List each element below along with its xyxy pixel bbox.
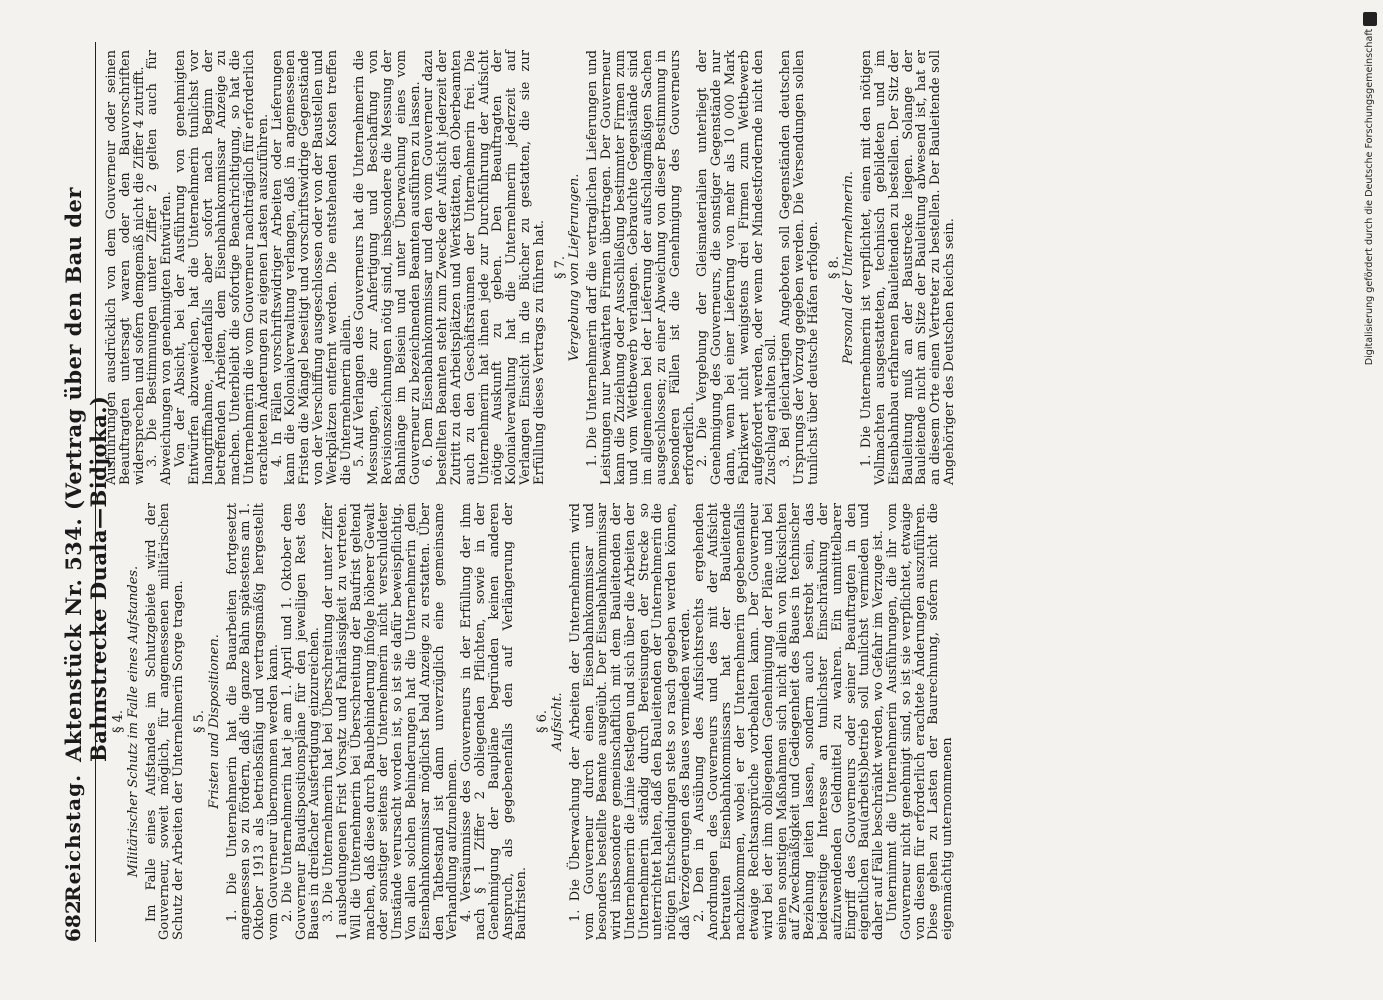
sidebar: [1363, 12, 1377, 998]
section-title: Vergebung von Lieferungen.: [567, 173, 583, 362]
paragraph: 3. Die Bestimmungen unter Ziffer 2 gelten auch für Abweichungen von genehmigten Entwürfen.: [145, 50, 175, 485]
paragraph: 1. Die Unternehmerin darf die vertraglichen Lieferungen und Leistungen nur bewährten Firmen übertragen. Der Gouverneur kann die Zuziehung oder Ausschließung bestimmter Firmen zum und vom Wettbewerb verlangen. Gebrauchte Gegenstände sind im allgemeinen bei der Lieferung der aufschlagmäßigen Sachen ausgeschlossen; zu einer Abweichung von dieser Bestimmung in besonderen Fällen ist die Genehmigung des Gouverneurs erforderlich.: [585, 50, 697, 485]
page-header: [55, 42, 111, 942]
section-title: Militärischer Schutz im Falle eines Aufstandes.: [125, 565, 141, 878]
paragraph: Von der Absicht, bei der Ausführung von genehmigten Entwürfen abzuweichen, hat die Unternehmerin tunlichst vor Inangriffnahme, jedenfalls aber sofort nach Beginn der betreffenden Arbeiten, dem Eisenbahnkommissar Anzeige zu machen. Unterbleibt die sofortige Benachrichtigung, so hat die Unternehmerin die vom Gouverneur nachträglich für erforderlich erachteten Änderungen zu eigenen Lasten auszuführen.: [172, 50, 271, 485]
paragraph: 2. Den in Ausübung des Aufsichtsrechts ergehenden Anordnungen des Gouverneurs und des mit der Aufsicht betrauten Eisenbahnkommissars hat der Bauleitende nachzukommen, wobei er der Unternehmerin gegebenenfalls etwaige Rechtsansprüche vorbehalten kann. Der Gouverneur wird bei der ihm obliegenden Genehmigung der Pläne und bei seinen sonstigen Maßnahmen sich nicht allein von Rücksichten auf Zweckmäßigkeit und Gediegenheit des Baues in technischer Beziehung leiten lassen, sondern auch bestrebt sein, das beiderseitige Interesse an tunlichster Einschränkung der aufzuwendenden Geldmittel zu wahren. Ein unmittelbarer Eingriff des Gouverneurs oder seiner Beauftragten in den eigentlichen Bau(arbeits)betrieb soll tunlichst vermieden und daher auf Fälle beschränkt werden, wo Gefahr im Verzuge ist.: [691, 503, 887, 940]
header-body: Reichstag.: [61, 773, 85, 902]
section-title: Fristen und Dispositionen.: [206, 634, 222, 809]
paragraph: 3. Die Unternehmerin hat bei Überschreitung der unter Ziffer 1 ausbedungenen Frist Vorsatz und Fahrlässigkeit zu vertreten. Will die Unternehmerin bei Überschreitung der Baufrist geltend machen, daß diese durch Baubehinderung infolge höherer Gewalt oder sonstiger seitens der Unternehmerin nicht verschuldeter Umstände verursacht worden ist, so ist sie dafür beweispflichtig. Von allen solchen Behinderungen hat die Unternehmerin dem Eisenbahnkommissar möglichst bald Anzeige zu erstatten. Über den Tatbestand ist dann unverzüglich eine gemeinsame Verhandlung aufzunehmen.: [321, 503, 461, 940]
paragraph: 4. Versäumnisse des Gouverneurs in der Erfüllung der ihm nach § 1 Ziffer 2 obliegenden Pflichten, sowie in der Genehmigung der Baupläne begründen keinen anderen Anspruch, als gegebenenfalls den auf Verlängerung der Baufristen.: [459, 503, 530, 940]
section-number: § 5.: [191, 709, 207, 734]
digitization-notice: Digitalisierung gefördert durch die Deutsche Forschungsgemeinschaft •: [1364, 20, 1375, 366]
paragraph: Ausführungen ausdrücklich von dem Gouverneur oder seinen Beauftragten untersagt waren oder den Bauvorschriften widersprechen und sofern demgemäß nicht die Ziffer 4 zutrifft.: [104, 50, 147, 485]
paragraph: 1. Die Überwachung der Arbeiten der Unternehmerin wird vom Gouverneur durch einen Eisenbahnkommissar und besonders bestellte Beamte ausgeübt. Der Eisenbahnkommissar wird insbesondere gemeinschaftlich mit dem Bauleitenden der Unternehmerin die Linie festlegen und sich über die Arbeiten der Unternehmerin ständig durch Bereisungen der Strecke so unterrichtet halten, daß den Bauleitenden der Unternehmerin die nötigen Entscheidungen stets so rasch gegeben werden können, daß Verzögerungen des Baues vermieden werden.: [567, 503, 694, 940]
paragraph: 2. Die Unternehmerin hat je am 1. April und 1. Oktober dem Gouverneur Baudispositionspläne für den jeweiligen Rest des Baues in dreifacher Ausfertigung einzureichen.: [279, 503, 323, 940]
paragraph: 1. Die Unternehmerin ist verpflichtet, einen mit den nötigen Vollmachten ausgestatteten, technisch gebildeten und im Eisenbahnbau erfahrenen Bauleitenden zu bestellen. Der Sitz der Bauleitung muß an der Baustrecke liegen. Solange der Bauleitende nicht am Sitze der Bauleitung abwesend ist, hat er an diesem Orte einen Vertreter zu bestellen. Der Bauleitende soll Angehöriger des Deutschen Reichs sein.: [859, 50, 958, 485]
section-title: Aufsicht.: [549, 692, 565, 751]
header-title: Aktenstück Nr. 534. (Vertrag über den Bau der Bahnstrecke Duala—Bidjoka.): [61, 187, 111, 762]
page-number: 682: [61, 900, 85, 942]
paragraph: Unternimmt die Unternehmerin Ausführungen, die ihr vom Gouverneur nicht genehmigt sind, so ist sie verpflichtet, etwaige von diesem für erforderlich erachtete Änderungen auszuführen. Diese gehen zu Lasten der Baurechnung, sofern nicht die eigenmächtig unternommenen: [885, 503, 956, 940]
column-left: [105, 503, 955, 940]
paragraph: 4. In Fällen vorschriftswidriger Arbeiten oder Lieferungen kann die Kolonialverwaltung verlangen, daß in angemessenen Fristen die Mängel beseitigt und vorschriftswidrige Gegenstände von der Verschiffung ausgeschlossen oder von der Baustellen und Werkplätzen entfernt werden. Die entstehenden Kosten treffen die Unternehmerin allein.: [269, 50, 354, 485]
paragraph: Im Falle eines Aufstandes im Schutzgebiete wird der Gouverneur, soweit möglich, für angemessenen militärischen Schutz der Arbeiten der Unternehmerin Sorge tragen.: [143, 503, 187, 940]
column-right: [105, 50, 957, 485]
paragraph: 2. Die Vergebung der Gleismaterialien unterliegt der Genehmigung des Gouverneurs, die sonstiger Gegenstände nur dann, wenn bei einer Lieferung von mehr als 10 000 Mark Fabrikwert nicht wenigstens drei Firmen zum Wettbewerb aufgefordert werden, oder wenn der Mindestfordernde nicht den Zuschlag erhalten soll.: [695, 50, 780, 485]
paragraph: 3. Bei gleichartigen Angeboten soll Gegenständen deutschen Ursprungs der Vorzug gegeben werden. Die Versendungen sollen tunlichst über deutsche Häfen erfolgen.: [778, 50, 821, 485]
section-number: § 8.: [826, 255, 842, 280]
section-number: § 6.: [535, 709, 551, 734]
section-title: Personal der Unternehmerin.: [841, 170, 857, 365]
section-number: § 4.: [111, 709, 126, 734]
paragraph: 6. Dem Eisenbahnkommissar und den vom Gouverneur dazu bestellten Beamten steht zum Zwecke der Aufsicht jederzeit der Zutritt zu den Arbeitsplätzen und Werkstätten, den Oberbeamten auch zu den Geschäftsräumen der Unternehmerin frei. Die Unternehmerin hat ihnen jede zur Durchführung der Aufsicht nötige Auskunft zu geben. Den Beauftragten der Kolonialverwaltung hat die Unternehmerin jederzeit auf Verlangen Einsicht in die Bücher zu gestatten, die sie zur Erfüllung dieses Vertrags zu führen hat.: [421, 50, 547, 485]
paragraph: 1. Die Unternehmerin hat die Bauarbeiten fortgesetzt angemessen so zu fördern, daß die ganze Bahn spätestens am 1. Oktober 1913 als betriebsfähig und vertragsmäßig hergestellt vom Gouverneur übernommen werden kann.: [224, 503, 281, 940]
section-number: § 7.: [552, 255, 568, 280]
paragraph: 5. Auf Verlangen des Gouverneurs hat die Unternehmerin die Messungen, die zur Anfertigung und Beschaffung von Revisionszeichnungen nötig sind, insbesondere die Messung der Bahnlänge im Beisein und unter Überwachung eines vom Gouverneur zu bezeichnenden Beamten ausführen zu lassen.: [352, 50, 423, 485]
